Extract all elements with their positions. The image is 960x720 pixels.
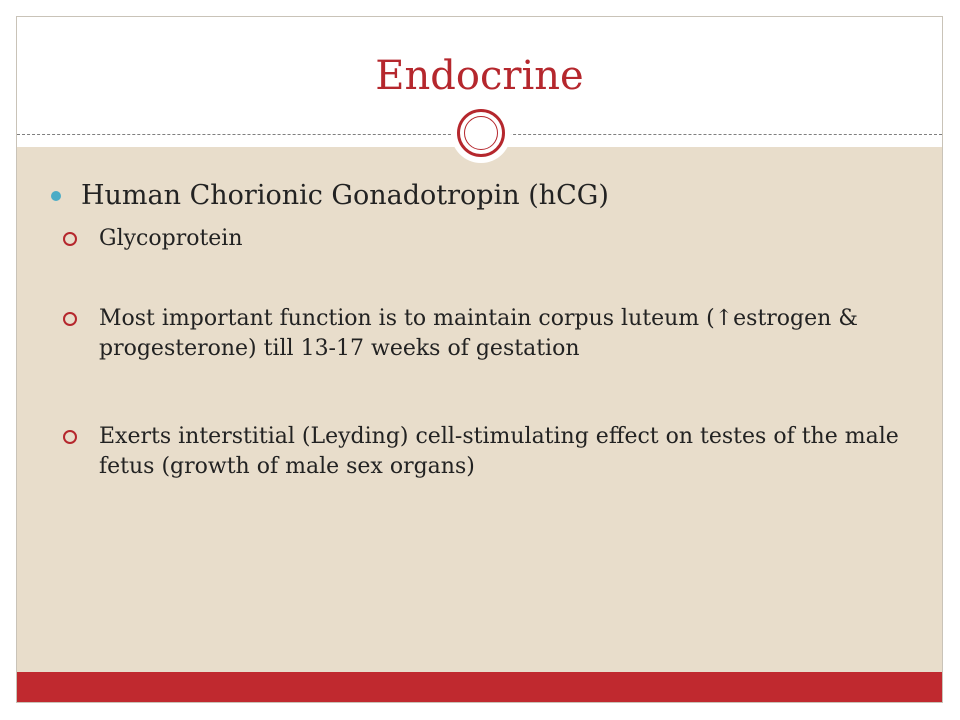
sub-bullet-1 bbox=[63, 224, 923, 254]
ring-inner-circle bbox=[464, 116, 498, 150]
sub-bullet-2 bbox=[63, 304, 923, 364]
hollow-circle-bullet-icon bbox=[63, 312, 77, 326]
sub-bullet-3 bbox=[63, 422, 923, 482]
sub-bullet-text: Glycoprotein bbox=[99, 226, 243, 251]
hollow-circle-bullet-icon bbox=[63, 430, 77, 444]
main-bullet-text: Human Chorionic Gonadotropin (hCG) bbox=[81, 180, 609, 211]
slide-title: Endocrine bbox=[375, 53, 584, 99]
slide bbox=[16, 16, 943, 703]
double-ring-icon bbox=[451, 103, 511, 163]
sub-bullet-text: Most important function is to maintain corpus luteum (↑estrogen & progesterone) till 13-17 weeks of gestation bbox=[99, 306, 858, 361]
main-bullet bbox=[51, 180, 609, 211]
footer-band bbox=[17, 672, 942, 703]
hollow-circle-bullet-icon bbox=[63, 232, 77, 246]
sub-bullet-text: Exerts interstitial (Leyding) cell-stimulating effect on testes of the male fetus (growth of male sex organs) bbox=[99, 424, 899, 479]
bullet-dot-icon bbox=[51, 191, 61, 201]
ring-outer-circle bbox=[457, 109, 505, 157]
